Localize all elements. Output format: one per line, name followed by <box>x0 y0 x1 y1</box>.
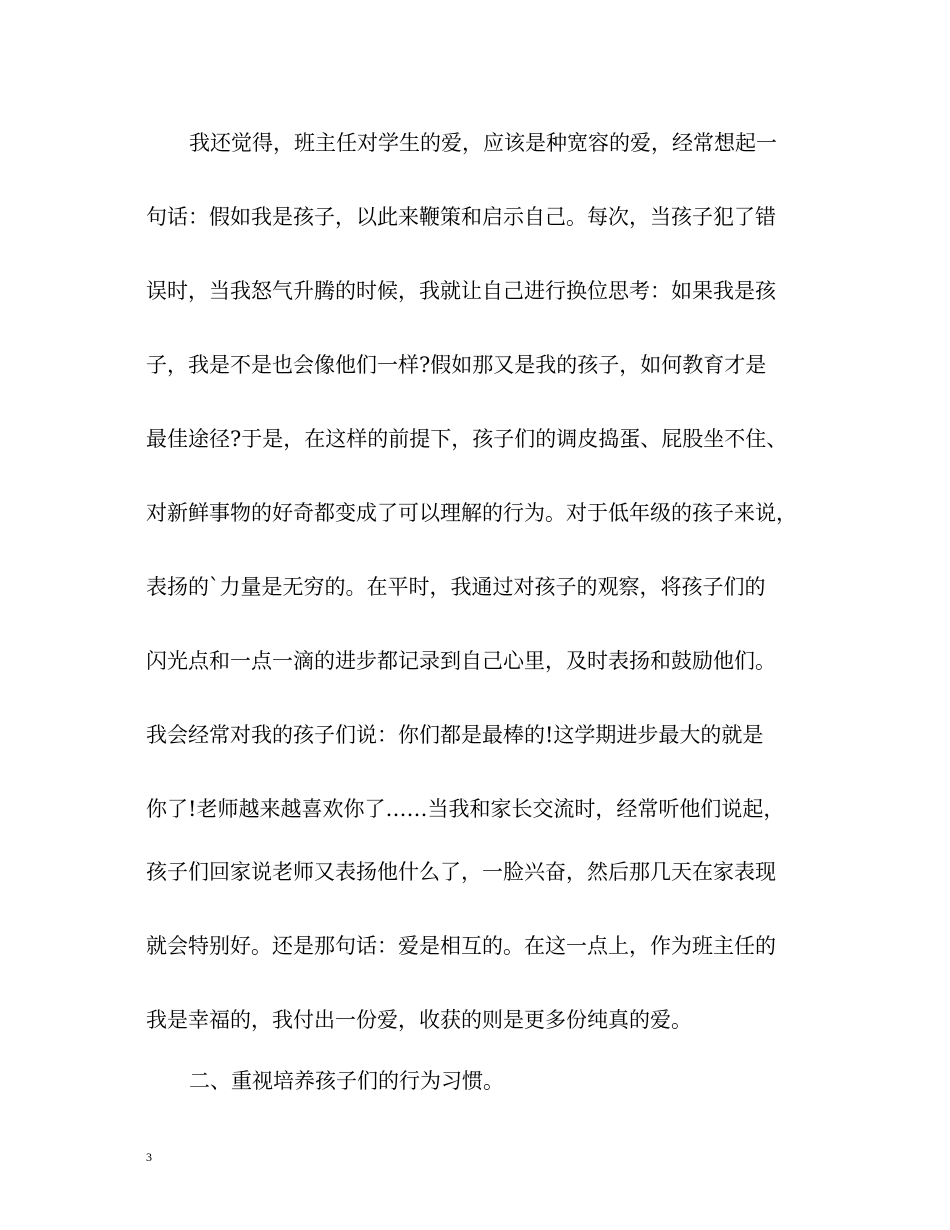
paragraph-line: 表扬的`力量是无穷的。在平时，我通过对孩子的观察，将孩子们的 <box>146 575 766 599</box>
paragraph-line: 我是幸福的，我付出一份爱，收获的则是更多份纯真的爱。 <box>146 1008 692 1032</box>
paragraph-line: 孩子们回家说老师又表扬他什么了，一脸兴奋，然后那几天在家表现 <box>146 860 776 884</box>
page-number: 3 <box>146 1150 152 1164</box>
paragraph-line: 闪光点和一点一滴的进步都记录到自己心里，及时表扬和鼓励他们。 <box>146 649 776 673</box>
paragraph-line: 对新鲜事物的好奇都变成了可以理解的行为。对于低年级的孩子来说， <box>146 501 797 525</box>
section-heading: 二、重视培养孩子们的行为习惯。 <box>189 1069 504 1093</box>
paragraph-line: 你了!老师越来越喜欢你了……当我和家长交流时，经常听他们说起， <box>146 797 785 821</box>
paragraph-line: 最佳途径?于是，在这样的前提下，孩子们的调皮捣蛋、屁股坐不住、 <box>146 427 788 451</box>
paragraph-line: 子，我是不是也会像他们一样?假如那又是我的孩子，如何教育才是 <box>146 353 767 377</box>
paragraph-line: 误时，当我怒气升腾的时候，我就让自己进行换位思考：如果我是孩 <box>146 279 776 303</box>
paragraph-line: 就会特别好。还是那句话：爱是相互的。在这一点上，作为班主任的 <box>146 934 776 958</box>
paragraph-line: 我还觉得，班主任对学生的爱，应该是种宽容的爱，经常想起一 <box>189 131 777 155</box>
paragraph-line: 我会经常对我的孩子们说：你们都是最棒的!这学期进步最大的就是 <box>146 723 764 747</box>
paragraph-line: 句话：假如我是孩子，以此来鞭策和启示自己。每次，当孩子犯了错 <box>146 205 776 229</box>
